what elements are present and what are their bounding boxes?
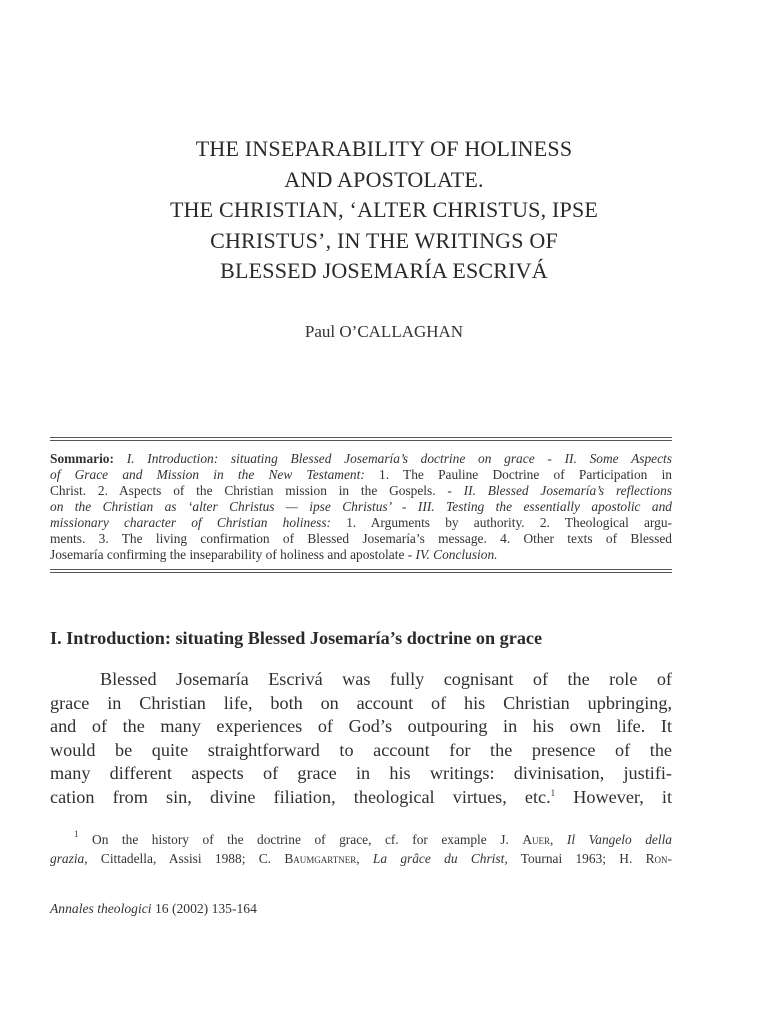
footnote-segment: , [550,832,567,847]
footnote-segment: Baumgartner [284,851,357,866]
paragraph-line: would be quite straightforward to account for the presence of the [50,739,672,760]
summary-segment: of Grace and Mission in the New Testament: [50,467,365,482]
paragraph-line-tail: However, it [555,786,672,807]
summary-text [50,451,672,563]
journal-citation [50,901,257,917]
summary-top-rule-inner [50,440,672,441]
footnote-reference[interactable]: 1 [550,787,556,798]
summary-line [50,515,672,531]
paragraph-line: grace in Christian life, both on account of his Christian upbringing, [50,692,672,713]
footnote-line [50,830,672,849]
body-paragraph [50,668,672,809]
summary-segment: on the Christian as ‘alter Christus — ipse Christus’ - III. Testing the essentially apostolic and [50,499,672,514]
journal-volume-pages: 16 (2002) 135-164 [151,901,257,916]
summary-box [50,437,672,573]
footnote [50,830,672,868]
footnote-segment: Il Vangelo della [566,832,673,847]
title-line: CHRISTUS’, IN THE WRITINGS OF [210,227,558,253]
footnote-segment: La grâce du Christ [372,851,505,866]
paragraph-line: and of the many experiences of God’s outpouring in his own life. It [50,716,672,736]
paragraph-line-text: cation from sin, divine filiation, theological virtues, etc. [50,786,551,807]
summary-top-rule [50,437,672,438]
summary-segment: missionary character of Christian holiness: [50,515,332,530]
footnote-segment: Ron- [645,851,673,866]
summary-line [50,531,672,547]
footnote-segment: , Cittadella, Assisi 1988; C. [84,851,285,866]
summary-bottom-rule-inner [50,569,672,570]
summary-line [50,467,672,483]
section-heading: I. Introduction: situating Blessed Josemaría’s doctrine on grace [50,628,543,648]
summary-segment: Christ. 2. Aspects of the Christian mission in the Gospels. - [50,483,464,498]
footnote-segment: , [356,851,373,866]
footnote-number: 1 [74,829,79,839]
footnote-segment: , Tournai 1963; H. [504,851,646,866]
footnote-segment: grazia [50,851,85,866]
title-line: THE CHRISTIAN, ‘ALTER CHRISTUS, IPSE [169,197,599,222]
title-line: AND APOSTOLATE. [284,166,484,192]
summary-line [50,499,672,515]
summary-segment: II. Blessed Josemaría’s reflections [463,483,672,498]
footnote-line [50,849,672,868]
summary-segment: I. Introduction: situating Blessed Josemaría’s doctrine on grace - II. Some Aspects [113,451,672,466]
title-line: THE INSEPARABILITY OF HOLINESS [195,136,573,161]
paragraph-line-last [50,786,672,810]
author-name: Paul O’CALLAGHAN [304,322,464,341]
summary-segment: ments. 3. The living confirmation of Blessed Josemaría’s message. 4. Other texts of Blessed [50,531,672,546]
summary-segment: IV. Conclusion. [415,547,498,562]
summary-segment: 1. The Pauline Doctrine of Participation in [364,467,672,482]
summary-line [50,547,672,563]
summary-line [50,451,672,467]
title-line: BLESSED JOSEMARÍA ESCRIVÁ [220,258,548,283]
paragraph-line: Blessed Josemaría Escrivá was fully cognisant of the role of [100,669,672,689]
summary-segment: Josemaría confirming the inseparability of holiness and apostolate - [50,547,416,562]
summary-bottom-rule [50,572,672,573]
summary-label: Sommario: [50,451,114,466]
journal-name: Annales theologici [50,901,152,916]
summary-segment: 1. Arguments by authority. 2. Theological argu- [331,515,673,530]
footnote-segment: On the history of the doctrine of grace, cf. for example J. [78,832,523,847]
footnote-segment: Auer [522,832,550,847]
paragraph-line: many different aspects of grace in his writings: divinisation, justifi- [50,763,672,783]
summary-line [50,483,672,499]
article-title [60,134,708,287]
